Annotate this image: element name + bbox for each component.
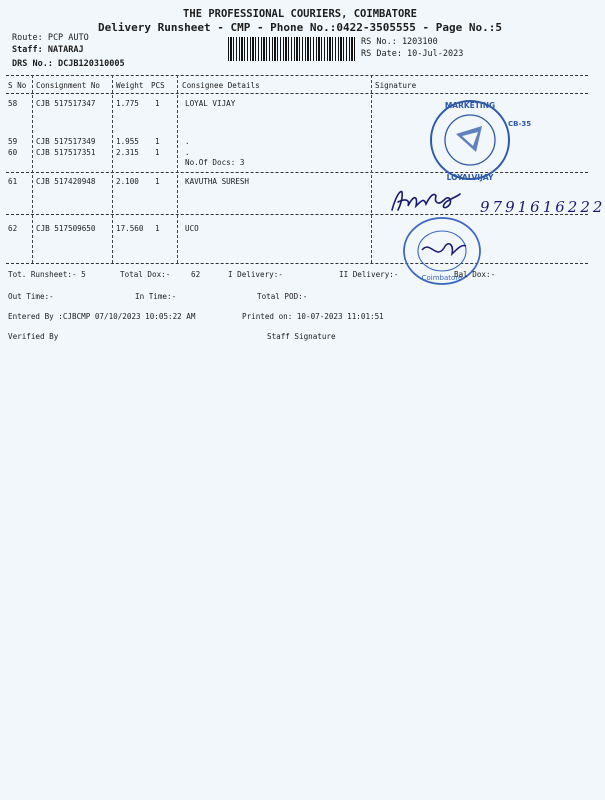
total-dox-label: Total Dox:- xyxy=(120,270,171,279)
col-header-consignment: Consignment No xyxy=(36,81,101,90)
second-delivery: II Delivery:- xyxy=(339,270,399,279)
row-consignment: CJB 517517349 xyxy=(36,137,96,146)
staff-signature-label: Staff Signature xyxy=(267,332,336,341)
row-sno: 60 xyxy=(8,148,18,157)
svg-text:LOYALVIJAY: LOYALVIJAY xyxy=(446,173,494,182)
row-pcs: 1 xyxy=(155,148,160,157)
row-sno: 61 xyxy=(8,177,18,186)
row-weight: 1.955 xyxy=(116,137,139,146)
row-consignment: CJB 517509650 xyxy=(36,224,96,233)
handwritten-phone: 9791616222 xyxy=(480,198,605,216)
out-time: Out Time:- xyxy=(8,292,54,301)
col-header-sno: S No xyxy=(8,81,27,90)
col-header-signature: Signature xyxy=(375,81,417,90)
table-header-rule xyxy=(6,93,588,94)
row-pcs: 1 xyxy=(155,224,160,233)
row-weight: 2.315 xyxy=(116,148,139,157)
row-weight: 17.560 xyxy=(116,224,144,233)
row-sno: 62 xyxy=(8,224,18,233)
column-divider xyxy=(32,75,33,263)
total-dox-value: 62 xyxy=(191,270,201,279)
row-weight: 2.100 xyxy=(116,177,139,186)
barcode xyxy=(228,37,356,61)
tot-runsheet: Tot. Runsheet:- 5 xyxy=(8,270,86,279)
entered-by: Entered By :CJBCMP 07/10/2023 10:05:22 AM xyxy=(8,312,196,321)
table-top-rule xyxy=(6,75,588,76)
row-consignee: UCO xyxy=(185,224,199,233)
row-consignment: CJB 517420948 xyxy=(36,177,96,186)
row-consignee: . xyxy=(185,148,190,157)
row-sno: 59 xyxy=(8,137,18,146)
staff-label: Staff: NATARAJ xyxy=(12,45,84,55)
row-consignee: LOYAL VIJAY xyxy=(185,99,236,108)
stamp-code: CB-35 xyxy=(508,120,532,128)
company-name: THE PROFESSIONAL COURIERS, COIMBATORE xyxy=(183,8,417,20)
row-doc-count: No.Of Docs: 3 xyxy=(185,158,245,167)
column-divider xyxy=(371,75,372,263)
row-consignee: KAVUTHA SURESH xyxy=(185,177,250,186)
printed-on: Printed on: 10-07-2023 11:01:51 xyxy=(242,312,384,321)
rs-date: RS Date: 10-Jul-2023 xyxy=(361,49,464,59)
drs-number: DRS No.: DCJB120310005 xyxy=(12,59,125,69)
first-delivery: I Delivery:- xyxy=(228,270,283,279)
row-consignment: CJB 517517347 xyxy=(36,99,96,108)
row-pcs: 1 xyxy=(155,177,160,186)
col-header-weight: Weight xyxy=(116,81,144,90)
row-sno: 58 xyxy=(8,99,18,108)
route-label: Route: PCP AUTO xyxy=(12,33,89,43)
stamp-text: Coimbatore xyxy=(421,274,463,282)
rs-number: RS No.: 1203100 xyxy=(361,37,438,47)
handwritten-signature xyxy=(388,186,462,216)
row-pcs: 1 xyxy=(155,99,160,108)
row-consignee: . xyxy=(185,137,190,146)
in-time: In Time:- xyxy=(135,292,177,301)
total-pod: Total POD:- xyxy=(257,292,308,301)
col-header-pcs: PCS xyxy=(151,81,165,90)
loyalvijay-stamp xyxy=(418,96,532,184)
runsheet-title: Delivery Runsheet - CMP - Phone No.:0422-3505555 - Page No.:5 xyxy=(98,21,502,34)
row-consignment: CJB 517517351 xyxy=(36,148,96,157)
column-divider xyxy=(177,75,178,263)
column-divider xyxy=(112,75,113,263)
row-pcs: 1 xyxy=(155,137,160,146)
col-header-consignee: Consignee Details xyxy=(182,81,260,90)
bal-dox: Bal Dox:- xyxy=(454,270,496,279)
svg-text:MARKETING: MARKETING xyxy=(444,101,496,110)
verified-by: Verified By xyxy=(8,332,59,341)
row-weight: 1.775 xyxy=(116,99,139,108)
table-bottom-rule xyxy=(6,263,588,264)
